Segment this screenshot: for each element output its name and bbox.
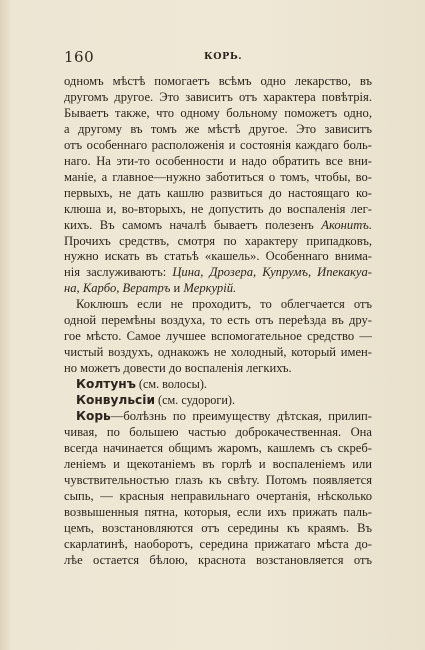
text-line: возвышенныя пятна, которыя, если ихъ прижать паль- [64, 504, 372, 519]
text-line: скарлатинѣ, наоборотъ, середина прижатаго мѣста до- [64, 536, 372, 551]
text-line: одномъ мѣстѣ помогаетъ всѣмъ одно лекарство, въ [64, 74, 372, 88]
text-line: гое мѣсто. Самое лучшее вспомогательное средство — [64, 329, 372, 344]
text-line: одной перемѣны воздуха, то есть отъ переѣзда въ дру- [64, 313, 372, 328]
text-line: маніе, а главное—нужно заботиться о томъ, чтобы, во- [64, 169, 372, 184]
paragraph-treatment [64, 74, 372, 297]
paragraph-air-change [64, 297, 372, 377]
text-line: Бываетъ также, что одному больному поможетъ одно, [64, 105, 372, 120]
remedy-list: на, Карбо, Вератръ [64, 281, 171, 296]
text-line: чивая, по большею частью доброкачественная. Она [64, 424, 372, 439]
entry-line [64, 409, 372, 425]
text-line [64, 281, 372, 297]
text-fragment: и [170, 281, 184, 296]
text-line: а другому въ томъ же мѣстѣ другое. Это зависитъ [64, 121, 372, 136]
entry-line [64, 377, 372, 393]
text-line: но можетъ довести до воспаленія легкихъ. [64, 361, 292, 376]
text-line [64, 265, 372, 281]
text-line: леніемъ и щекотаніемъ въ горлѣ и воспаленіемъ или [64, 456, 372, 471]
entry-headword: Колтунъ [76, 377, 136, 392]
entry-headword: Конвульсіи [76, 393, 155, 408]
page-number: 160 [64, 48, 95, 66]
text-line [64, 218, 372, 234]
entry-headword: Корь [76, 409, 111, 424]
text-line: чистый воздухъ, однакожъ не холодный, который имен- [64, 345, 372, 360]
cross-reference: (см. судороги). [155, 393, 236, 408]
running-title: КОРЬ. [204, 51, 243, 62]
text-line: клюша и, во-вторыхъ, не допустить до воспаленія лег- [64, 201, 372, 216]
entry-kor [64, 409, 372, 569]
entry-konvulsii [64, 393, 372, 409]
text-line: всегда начинается общимъ жаромъ, кашлемъ съ скреб- [64, 440, 372, 455]
remedy-name: Меркурій. [183, 281, 237, 296]
entry-koltun [64, 377, 372, 393]
cross-reference: (см. волосы). [135, 377, 207, 392]
text-line: другомъ другое. Это зависитъ отъ характера повѣтрія. [64, 89, 372, 104]
text-line: Прочихъ средствъ, смотря по характеру припадковъ, [64, 233, 372, 248]
entry-line [64, 393, 372, 409]
text-line: сыпь, — красныя неправильнаго очертанія, нѣсколько [64, 488, 372, 503]
text-line: наго. На эти-то особенности и надо обратить все вни- [64, 153, 372, 168]
remedy-list: Цина, Дрозера, Купрумъ, Ипекакуа- [172, 265, 372, 280]
text-fragment: —болѣзнь по преимуществу дѣтская, прилип- [110, 409, 372, 424]
text-line: нужно искать въ статьѣ «кашель». Особеннаго внима- [64, 249, 372, 264]
body-text [64, 74, 372, 569]
remedy-name: Аконитъ. [321, 217, 372, 232]
text-line: отъ особеннаго расположенія и состоянія каждаго боль- [64, 137, 372, 152]
text-fragment: кихъ. Въ самомъ началѣ бываетъ полезенъ [64, 217, 322, 232]
text-line: первыхъ, не дать кашлю развиться до настоящаго ко- [64, 185, 372, 200]
page-header [64, 48, 370, 66]
text-line: лѣе остается бѣлою, краснота возстановляется отъ [64, 552, 372, 567]
text-line: чувствительностью глазъ къ свѣту. Потомъ появляется [64, 472, 372, 487]
text-fragment: нія заслуживаютъ: [64, 265, 173, 280]
text-line: Коклюшъ если не проходитъ, то облегчается отъ [76, 297, 372, 312]
text-line: цемъ, возстановляются отъ середины къ краямъ. Въ [64, 520, 372, 535]
